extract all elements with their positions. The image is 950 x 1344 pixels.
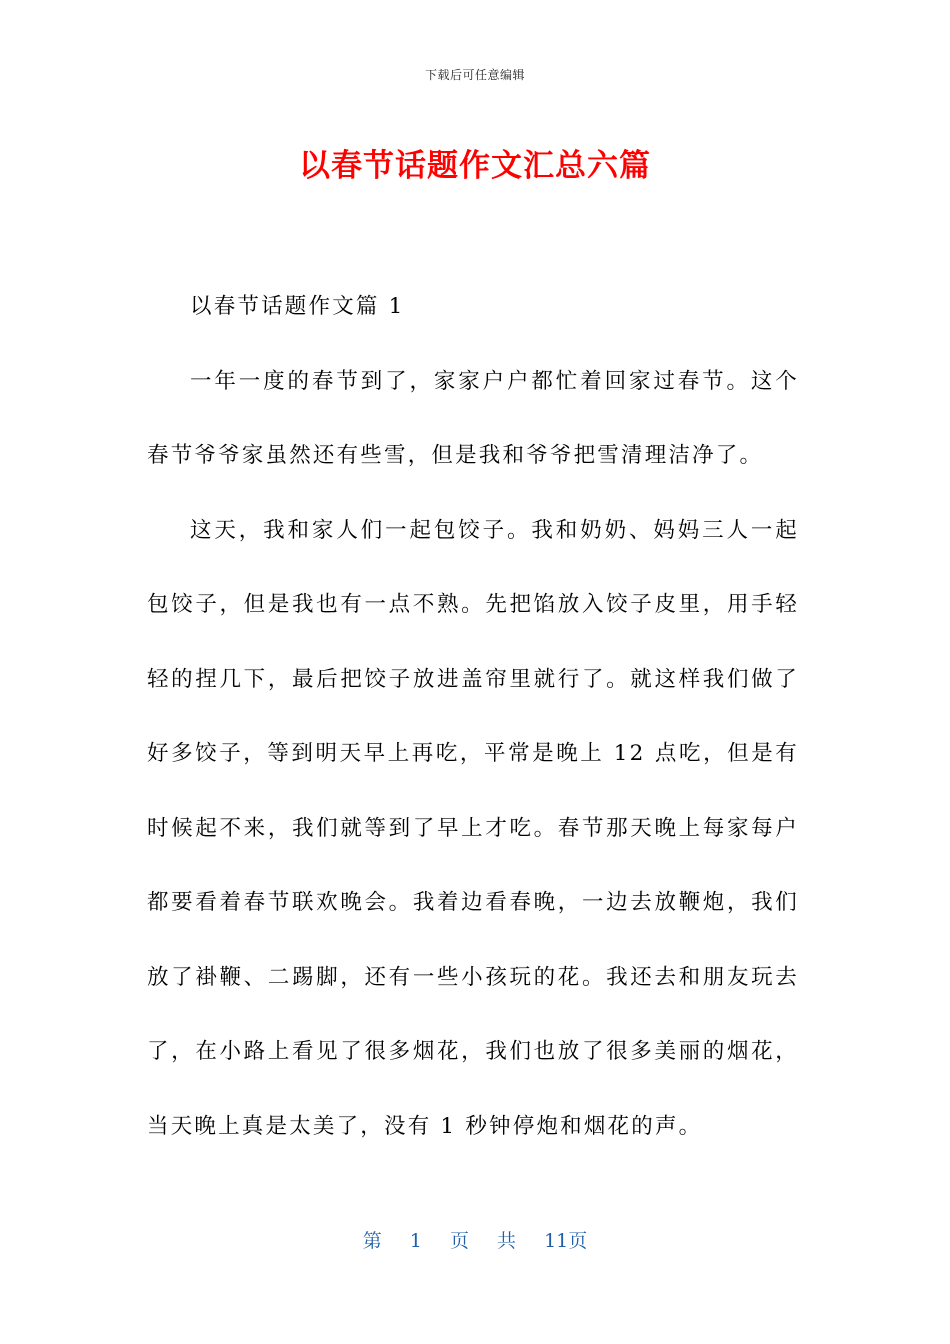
paragraph-1: 一年一度的春节到了，家家户户都忙着回家过春节。这个春节爷爷家虽然还有些雪，但是我和爷爷把雪清理洁净了。 — [147, 368, 799, 468]
paragraph-2: 这天，我和家人们一起包饺子。我和奶奶、妈妈三人一起包饺子，但是我也有一点不熟。先把馅放入饺子皮里，用手轻轻的捏几下，最后把饺子放进盖帘里就行了。就这样我们做了好多饺子，等到明天早上再吃，平常是晚上 12 点吃，但是有时候起不来，我们就等到了早上才吃。春节那天晚上每家每户都要看着春节联欢晚会。我着边看春晚，一边去放鞭炮，我们放了褂鞭、二踢脚，还有一些小孩玩的花。我还去和朋友玩去了，在小路上看见了很多烟花，我们也放了很多美丽的烟花，当天晚上真是太美了，没有 1 秒钟停炮和烟花的声。 — [147, 517, 799, 1139]
footer-total-pages: 11页 — [544, 1230, 588, 1252]
document-title: 以春节话题作文汇总六篇 — [299, 148, 651, 184]
page-footer — [0, 1226, 950, 1253]
footer-current-page: 1 — [409, 1230, 422, 1252]
footer-page-label: 页 — [449, 1230, 469, 1252]
document-body — [147, 270, 799, 1164]
header-note: 下载后可任意编辑 — [424, 68, 525, 82]
section-heading: 以春节话题作文篇 1 — [190, 294, 405, 319]
footer-total-label: 共 — [497, 1230, 517, 1252]
footer-prefix: 第 — [362, 1230, 382, 1252]
